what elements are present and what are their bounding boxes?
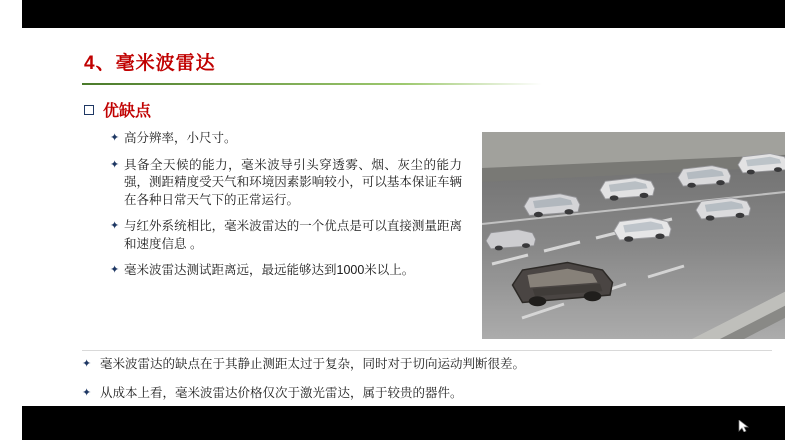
section-heading bbox=[84, 98, 151, 121]
list-item bbox=[82, 356, 772, 373]
diamond-bullet-icon: ✦ bbox=[110, 158, 120, 171]
list-item bbox=[110, 157, 462, 210]
left-margin-strip bbox=[0, 0, 22, 440]
diamond-bullet-icon: ✦ bbox=[110, 132, 120, 144]
square-bullet-icon bbox=[84, 105, 94, 115]
list-item bbox=[110, 262, 462, 280]
list-item-text: 具备全天候的能力，毫米波导引头穿透雾、烟、灰尘的能力强，测距精度受天气和环境因素影响较小，可以基本保证车辆在各种日常天气下的正常运行。 bbox=[124, 157, 462, 207]
list-item-text: 与红外系统相比，毫米波雷达的一个优点是可以直接测量距离和速度信息 。 bbox=[124, 219, 462, 251]
list-item-text: 高分辨率，小尺寸。 bbox=[124, 131, 237, 145]
highway-cars-radar-photo bbox=[482, 132, 785, 339]
photo-graphic bbox=[482, 132, 785, 339]
page-title: 4、毫米波雷达 bbox=[84, 53, 216, 74]
diamond-bullet-icon: ✦ bbox=[82, 358, 92, 370]
notes-block bbox=[82, 356, 772, 414]
section-heading-label: 优缺点 bbox=[103, 103, 152, 120]
diamond-bullet-icon: ✦ bbox=[110, 264, 120, 276]
bullet-list bbox=[110, 130, 462, 289]
mouse-cursor-icon bbox=[738, 420, 750, 432]
title-underline bbox=[82, 83, 542, 85]
diamond-bullet-icon: ✦ bbox=[110, 220, 120, 232]
top-black-banner bbox=[22, 0, 785, 28]
note-text: 从成本上看，毫米波雷达价格仅次于激光雷达，属于较贵的器件。 bbox=[100, 386, 463, 400]
note-text: 毫米波雷达的缺点在于其静止测距太过于复杂，同时对于切向运动判断很差。 bbox=[100, 357, 526, 371]
list-item-text: 毫米波雷达测试距离远，最远能够达到1000米以上。 bbox=[124, 263, 415, 277]
diamond-bullet-icon: ✦ bbox=[82, 387, 92, 399]
list-item bbox=[82, 385, 772, 402]
slide-content bbox=[22, 28, 785, 406]
list-item bbox=[110, 130, 462, 148]
notes-divider bbox=[82, 350, 772, 351]
list-item bbox=[110, 218, 462, 253]
